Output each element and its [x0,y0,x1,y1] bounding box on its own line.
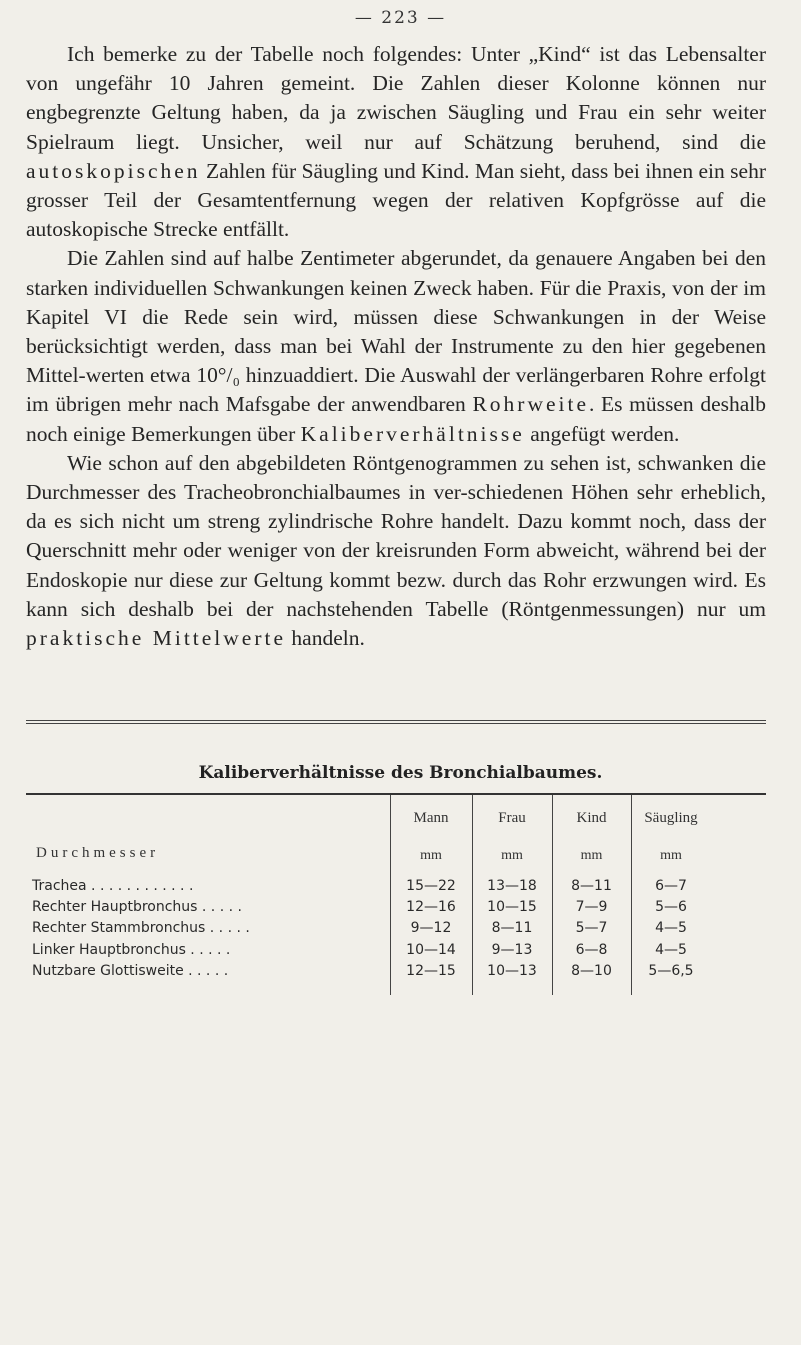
cell: 15—22 [406,878,456,894]
header-label: Mann [413,810,449,826]
cell: 9—12 [410,920,452,936]
row-label: Rechter Stammbronchus . . . . . [32,920,250,936]
emphasis-autoskopischen: autoskopischen [26,158,201,183]
header-unit: mm [660,848,682,863]
cell: 4—5 [655,920,687,936]
text-run: Ich bemerke zu der Tabelle noch folgendes: Unter „Kind“ ist das Lebensalter von ungefähr 10 Jahren gemeint. Die Zahlen dieser Kolonne können nur engbegrenzte Geltung haben, da ja zwischen Säugling und Frau ein sehr weiter Spielraum liegt. Unsicher, weil nur auf Schätzung beruhend, sind die [26,42,766,154]
cell: 5—6 [655,899,687,915]
header-label: Säugling [644,810,698,826]
paragraph-1 [26,40,766,244]
emphasis-rohrweite: Rohrweite [472,392,590,417]
cell: 10—14 [406,942,456,958]
row-label: Trachea . . . . . . . . . . . . [32,878,194,894]
cell: 6—7 [655,878,687,894]
text-run: angefügt werden. [524,421,680,446]
table-top-rule [26,793,766,795]
paragraph-2 [26,244,766,448]
header-unit: mm [501,848,523,863]
cell: 10—13 [487,963,537,979]
cell: 12—16 [406,899,456,915]
cell: 8—11 [571,878,612,894]
row-label: Nutzbare Glottisweite . . . . . [32,963,229,979]
table-title: Kaliberverhältnisse des Bronchialbaumes. [198,763,603,783]
header-unit: mm [420,848,442,863]
cell: 9—13 [491,942,533,958]
cell: 5—7 [575,920,608,936]
row-label: Rechter Hauptbronchus . . . . . [32,899,242,915]
header-unit: mm [580,848,603,863]
cell: 5—6,5 [648,963,694,979]
header-bottom-rule [26,723,766,724]
cell: 6—8 [575,942,608,958]
cell: 8—10 [571,963,612,979]
text-run: . Es müssen deshalb noch einige Bemerkungen über [26,392,766,446]
emphasis-mittelwerte: praktische Mittelwerte [26,626,287,651]
header-bottom-rule [26,720,766,721]
header-label: Frau [498,810,526,826]
text-run: Wie schon auf den abgebildeten Röntgenogrammen zu sehen ist, schwanken die Durchmesser des Tracheobronchialbaumes in ver-schiedenen Höhen sehr erheblich, da es sich nicht um streng zylindrische Rohre handelt. Dazu kommt noch, dass der Querschnitt mehr oder weniger von der kreisrunden Form abweicht, während bei der Endoskopie nur diese zur Geltung kommt bezw. durch das Rohr erzwungen wird. Es kann sich deshalb bei der nachstehenden Tabelle (Röntgenmessungen) nur um [26,450,766,621]
emphasis-kaliberverhaeltnisse: Kaliberverhältnisse [300,421,525,446]
header-mann [390,810,472,864]
header-kind [552,810,631,864]
header-frau [472,810,552,864]
header-durchmesser: Durchmesser [36,845,160,861]
cell: 4—5 [655,942,687,958]
text-run: Die Zahlen sind auf halbe Zentimeter abgerundet, da genauere Angaben bei den starken individuellen Schwankungen keinen Zweck haben. Für die Praxis, von der im Kapitel VI die Rede sein wird, müssen diese Schwankungen in der Weise berücksichtigt werden, dass man bei Wahl der Instrumente zu den hier gegebenen Mittel-werten etwa 10°/₀ hinzuaddiert. Die Auswahl der verlängerbaren Rohre erfolgt im übrigen mehr nach Mafsgabe der anwendbaren [26,246,766,417]
header-label: Kind [576,810,607,826]
body-text [26,40,766,653]
cell: 8—11 [491,920,533,936]
header-saeugling [631,810,711,864]
page-number: — 223 — [354,8,447,28]
paragraph-3 [26,449,766,653]
row-label: Linker Hauptbronchus . . . . . [32,942,231,958]
cell: 12—15 [406,963,456,979]
cell: 13—18 [487,878,537,894]
cell: 7—9 [575,899,608,915]
text-run: Zahlen für Säugling und Kind. Man sieht, dass bei ihnen ein sehr grosser Teil der Gesamtentfernung wegen der relativen Kopfgrösse auf die autoskopische Strecke entfällt. [26,158,766,242]
cell: 10—15 [487,899,537,915]
text-run: handeln. [286,626,365,651]
